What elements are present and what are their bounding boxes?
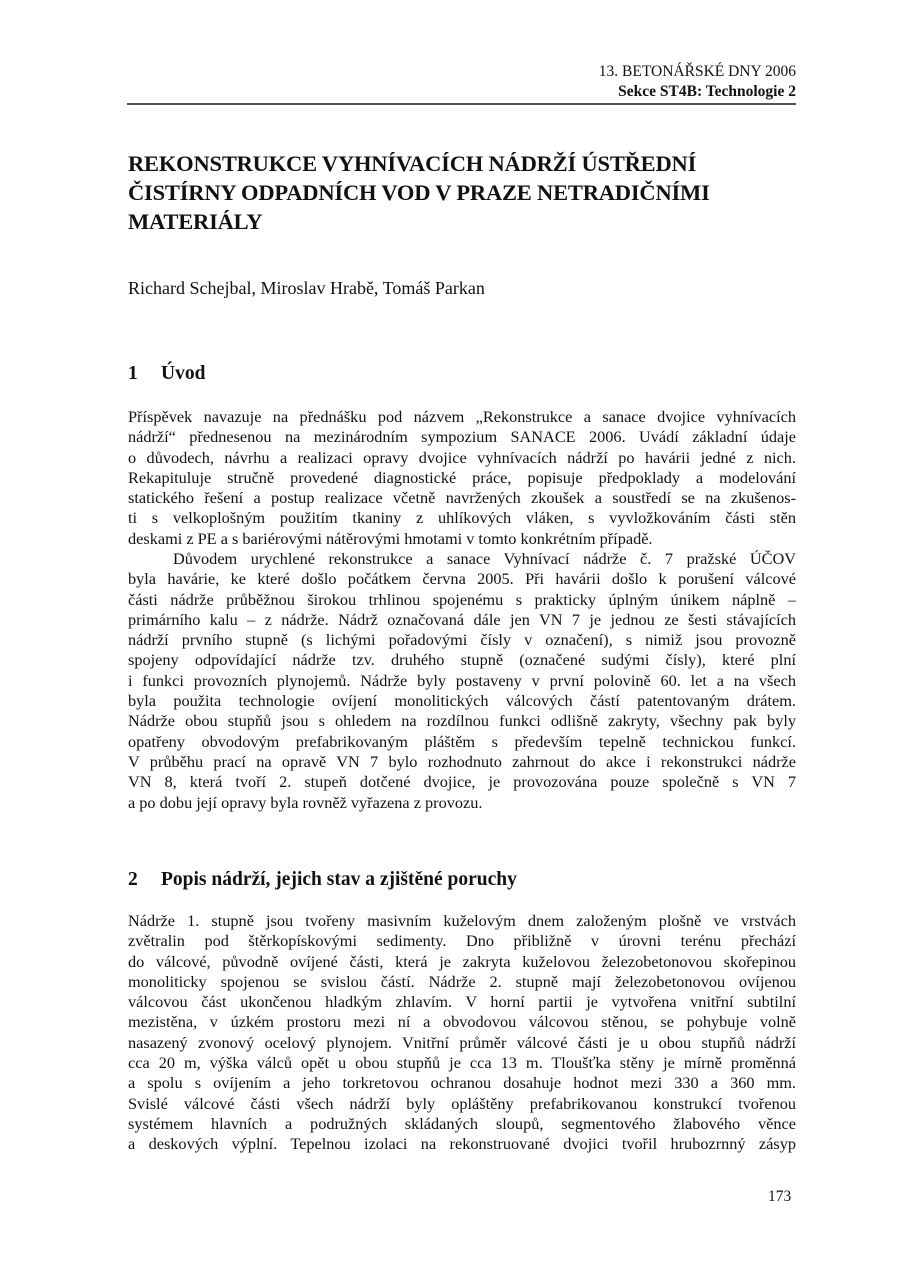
text-line: monoliticky spojenou se svislou částí. Nádrže 2. stupně mají železobetonovou ovíjenou (128, 971, 796, 991)
text-line: do válcové, původně ovíjené části, která je zakryta kuželovou železobetonovou skořepinou (128, 951, 796, 971)
text-line: Příspěvek navazuje na přednášku pod názvem „Rekonstrukce a sanace dvojice vyhnívacích (128, 407, 796, 426)
text-line: Nádrže 1. stupně jsou tvořeny masivním kuželovým dnem založeným plošně ve vrstvách (128, 911, 796, 930)
text-line: VN 8, která tvoří 2. stupeň dotčené dvojice, je provozována pouze společně s VN 7 (128, 772, 796, 792)
paragraph (128, 549, 796, 813)
text-line: V průběhu prací na opravě VN 7 bylo rozhodnuto zahrnout do akce i rekonstrukci nádrže (128, 751, 796, 771)
running-head (127, 62, 796, 102)
text-line: části nádrže průběžnou širokou trhlinou spojenému s prakticky úplným únikem náplně – (128, 589, 796, 609)
text-line: a po dobu její opravy byla rovněž vyřazena z provozu. (128, 792, 483, 812)
session-name: Sekce ST4B: Technologie 2 (618, 83, 796, 100)
text-line: opatřeny obvodovým prefabrikovaným pláštěm s především tepelně technickou funkcí. (128, 731, 796, 751)
text-line: nádrží“ přednesenou na mezinárodním sympozium SANACE 2006. Uvádí základní údaje (128, 427, 796, 447)
paragraph (128, 911, 796, 1155)
text-line: a spolu s ovíjením a jeho torkretovou ochranou dosahuje hodnot mezi 330 a 360 mm. (128, 1073, 796, 1093)
text-line: o důvodech, návrhu a realizaci opravy dvojice vyhnívacích nádrží po havárii jedné z nich. (128, 447, 796, 467)
title-line: ČISTÍRNY ODPADNÍCH VOD V PRAZE NETRADIČNÍMI (128, 180, 710, 205)
text-line: byla havárie, ke které došlo počátkem června 2005. Při havárii došlo k porušení válcové (128, 569, 796, 589)
authors: Richard Schejbal, Miroslav Hrabě, Tomáš Parkan (128, 278, 485, 298)
title-line: REKONSTRUKCE VYHNÍVACÍCH NÁDRŽÍ ÚSTŘEDNÍ (128, 151, 697, 176)
text-line: nasazený zvonový ocelový plynojem. Vnitřní průměr válcové části je u obou stupňů nádrží (128, 1032, 796, 1052)
header-rule (127, 103, 796, 105)
conference-name: 13. BETONÁŘSKÉ DNY 2006 (598, 63, 796, 80)
text-line: Rekapituluje stručně provedené diagnostické práce, popisuje předpoklady a modelování (128, 467, 796, 487)
text-line: zvětralin pod štěrkopískovými sedimenty. Dno přibližně v úrovni terénu přechází (128, 931, 796, 951)
text-line: mezistěna, v úzkém prostoru mezi ní a obvodovou válcovou stěnou, se pohybuje volně (128, 1012, 796, 1032)
section-heading-1 (128, 362, 205, 386)
text-line: spojeny odpovídající nádrže tzv. druhého stupně (označené sudými čísly), které plní (128, 650, 796, 670)
text-line: nádrží prvního stupně (s lichými pořadovými čísly v označení), s nimiž jsou provozně (128, 630, 796, 650)
section-number: 2 (128, 869, 138, 890)
paragraph (128, 407, 796, 549)
page-number: 173 (768, 1188, 792, 1205)
text-line: primárního kalu – z nádrže. Nádrž označovaná dále jen VN 7 je jednou ze šesti stávajících (128, 609, 796, 629)
text-line: Svislé válcové části všech nádrží byly opláštěny prefabrikovanou konstrukcí tvořenou (128, 1093, 796, 1113)
section-number: 1 (128, 363, 138, 384)
section-title: Úvod (161, 363, 206, 384)
text-line: ti s velkoplošným použitím tkaniny z uhlíkových vláken, s vyvložkováním části stěn (128, 508, 796, 528)
paper-title (128, 149, 796, 236)
text-line: a deskových výplní. Tepelnou izolaci na rekonstruované dvojici tvořil hrubozrnný zásyp (128, 1134, 796, 1154)
section-title: Popis nádrží, jejich stav a zjištěné poruchy (161, 869, 517, 890)
text-line: deskami z PE a s bariérovými nátěrovými hmotami v tomto konkrétním případě. (128, 528, 653, 548)
text-line: byla použita technologie ovíjení monolitických válcových částí patentovaným drátem. (128, 691, 796, 711)
section-heading-2 (128, 868, 517, 892)
title-line: MATERIÁLY (128, 209, 263, 234)
text-line: válcovou část ukončenou hladkým zhlavím. V horní partii je vytvořena vnitřní subtilní (128, 992, 796, 1012)
text-line: statického řešení a postup realizace včetně navržených zkoušek a soustředí se na zkušenos- (128, 488, 796, 508)
text-line: Nádrže obou stupňů jsou s ohledem na rozdílnou funkci odlišně zakryty, všechny pak byly (128, 711, 796, 731)
text-line: i funkci provozních plynojemů. Nádrže byly postaveny v první polovině 60. let a na všech (128, 670, 796, 690)
text-line: Důvodem urychlené rekonstrukce a sanace Vyhnívací nádrže č. 7 pražské ÚČOV (173, 549, 796, 568)
text-line: systémem hlavních a podružných skládaných sloupů, segmentového žlabového věnce (128, 1113, 796, 1133)
text-line: cca 20 m, výška válců opět u obou stupňů je cca 13 m. Tloušťka stěny je mírně proměnná (128, 1053, 796, 1073)
